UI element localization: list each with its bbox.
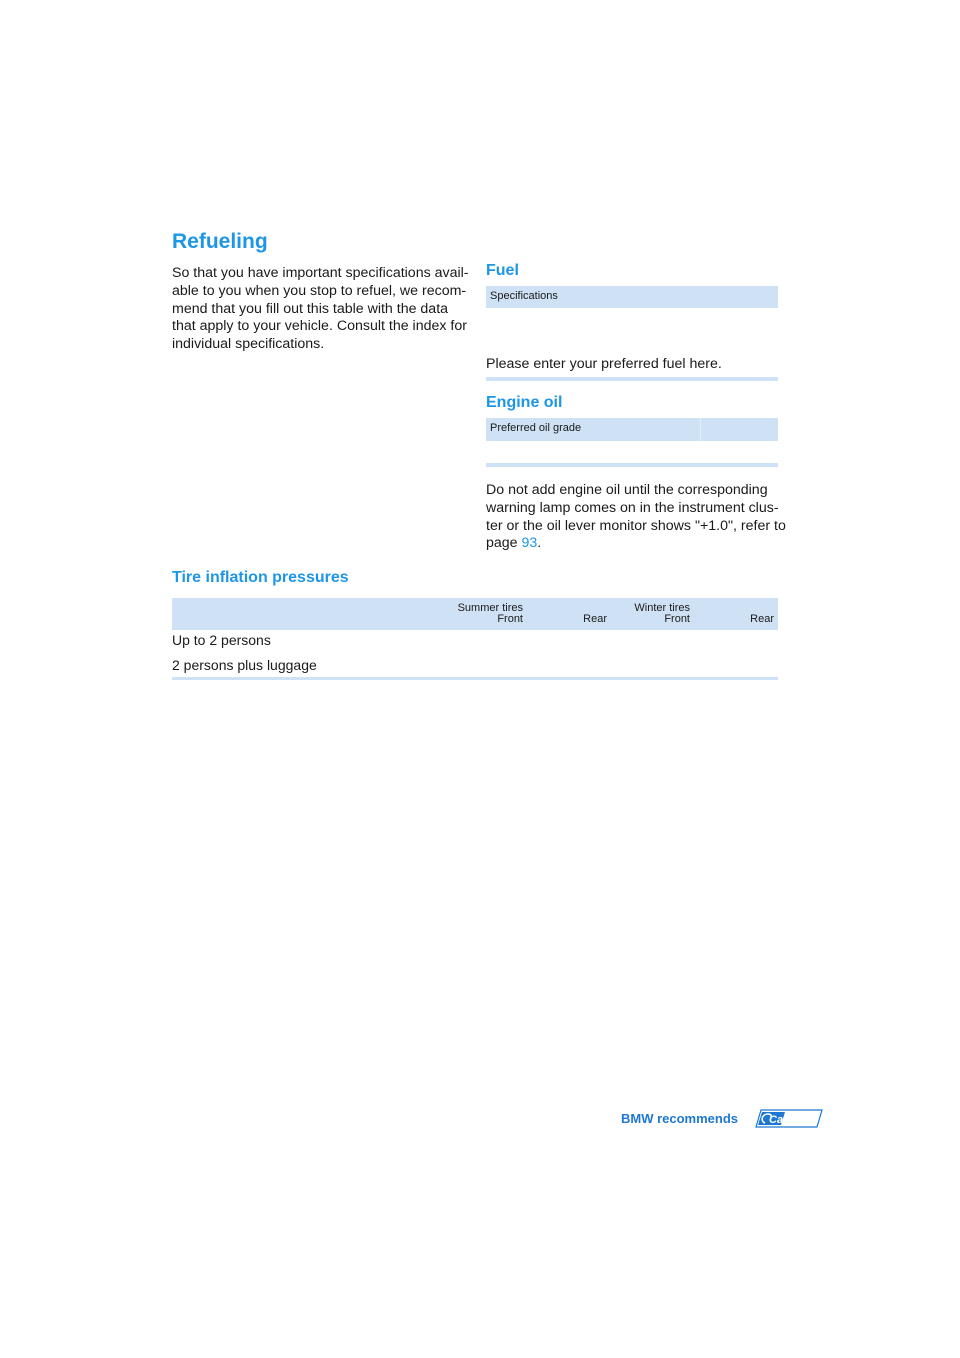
oil-note-line: warning lamp comes on in the instrument clus- — [486, 499, 779, 516]
intro-line: individual specifications. — [172, 336, 325, 353]
winter-rear-header: Rear — [750, 613, 774, 625]
oil-grade-label: Preferred oil grade — [490, 422, 582, 434]
winter-tires-header: Winter tires — [634, 602, 690, 614]
fuel-spec-label: Specifications — [490, 290, 558, 302]
tire-table-bottom-rule — [172, 677, 778, 680]
fuel-heading: Fuel — [486, 262, 519, 279]
oil-note-line: Do not add engine oil until the corresponding — [486, 482, 768, 498]
page-title: Refueling — [172, 230, 268, 253]
oil-divider — [486, 463, 778, 467]
castrol-brand-text: Castrol — [769, 1114, 807, 1126]
fuel-note: Please enter your preferred fuel here. — [486, 356, 722, 372]
page-ref-link[interactable]: 93 — [521, 535, 538, 552]
intro-line: able to you when you stop to refuel, we recom- — [172, 282, 467, 299]
oil-grade-divider — [700, 418, 701, 441]
tire-row-label: Up to 2 persons — [172, 632, 271, 648]
tire-table-header — [172, 598, 778, 630]
castrol-logo — [755, 1109, 823, 1128]
oil-note-line — [486, 535, 786, 553]
bmw-recommends-label: BMW recommends — [621, 1111, 739, 1126]
tire-row-label: 2 persons plus luggage — [172, 657, 317, 673]
page-prefix: page — [486, 535, 522, 552]
summer-front-header: Front — [497, 613, 523, 625]
winter-front-header: Front — [664, 613, 690, 625]
summer-tires-header: Summer tires — [457, 602, 523, 614]
summer-rear-header: Rear — [583, 613, 607, 625]
intro-line: mend that you fill out this table with the data — [172, 300, 449, 317]
fuel-spec-band — [486, 286, 778, 308]
oil-note — [486, 482, 786, 553]
engine-oil-heading: Engine oil — [486, 394, 563, 411]
oil-grade-band — [486, 418, 778, 441]
page-suffix: . — [537, 535, 542, 552]
castrol-logo-graphic — [755, 1109, 823, 1128]
intro-line: that apply to your vehicle. Consult the index for — [172, 318, 467, 335]
intro-paragraph — [172, 265, 472, 354]
oil-note-line: ter or the oil lever monitor shows "+1.0", refer to — [486, 517, 786, 534]
fuel-divider — [486, 377, 778, 381]
tire-heading: Tire inflation pressures — [172, 569, 349, 586]
intro-line: So that you have important specifications avail- — [172, 265, 469, 281]
